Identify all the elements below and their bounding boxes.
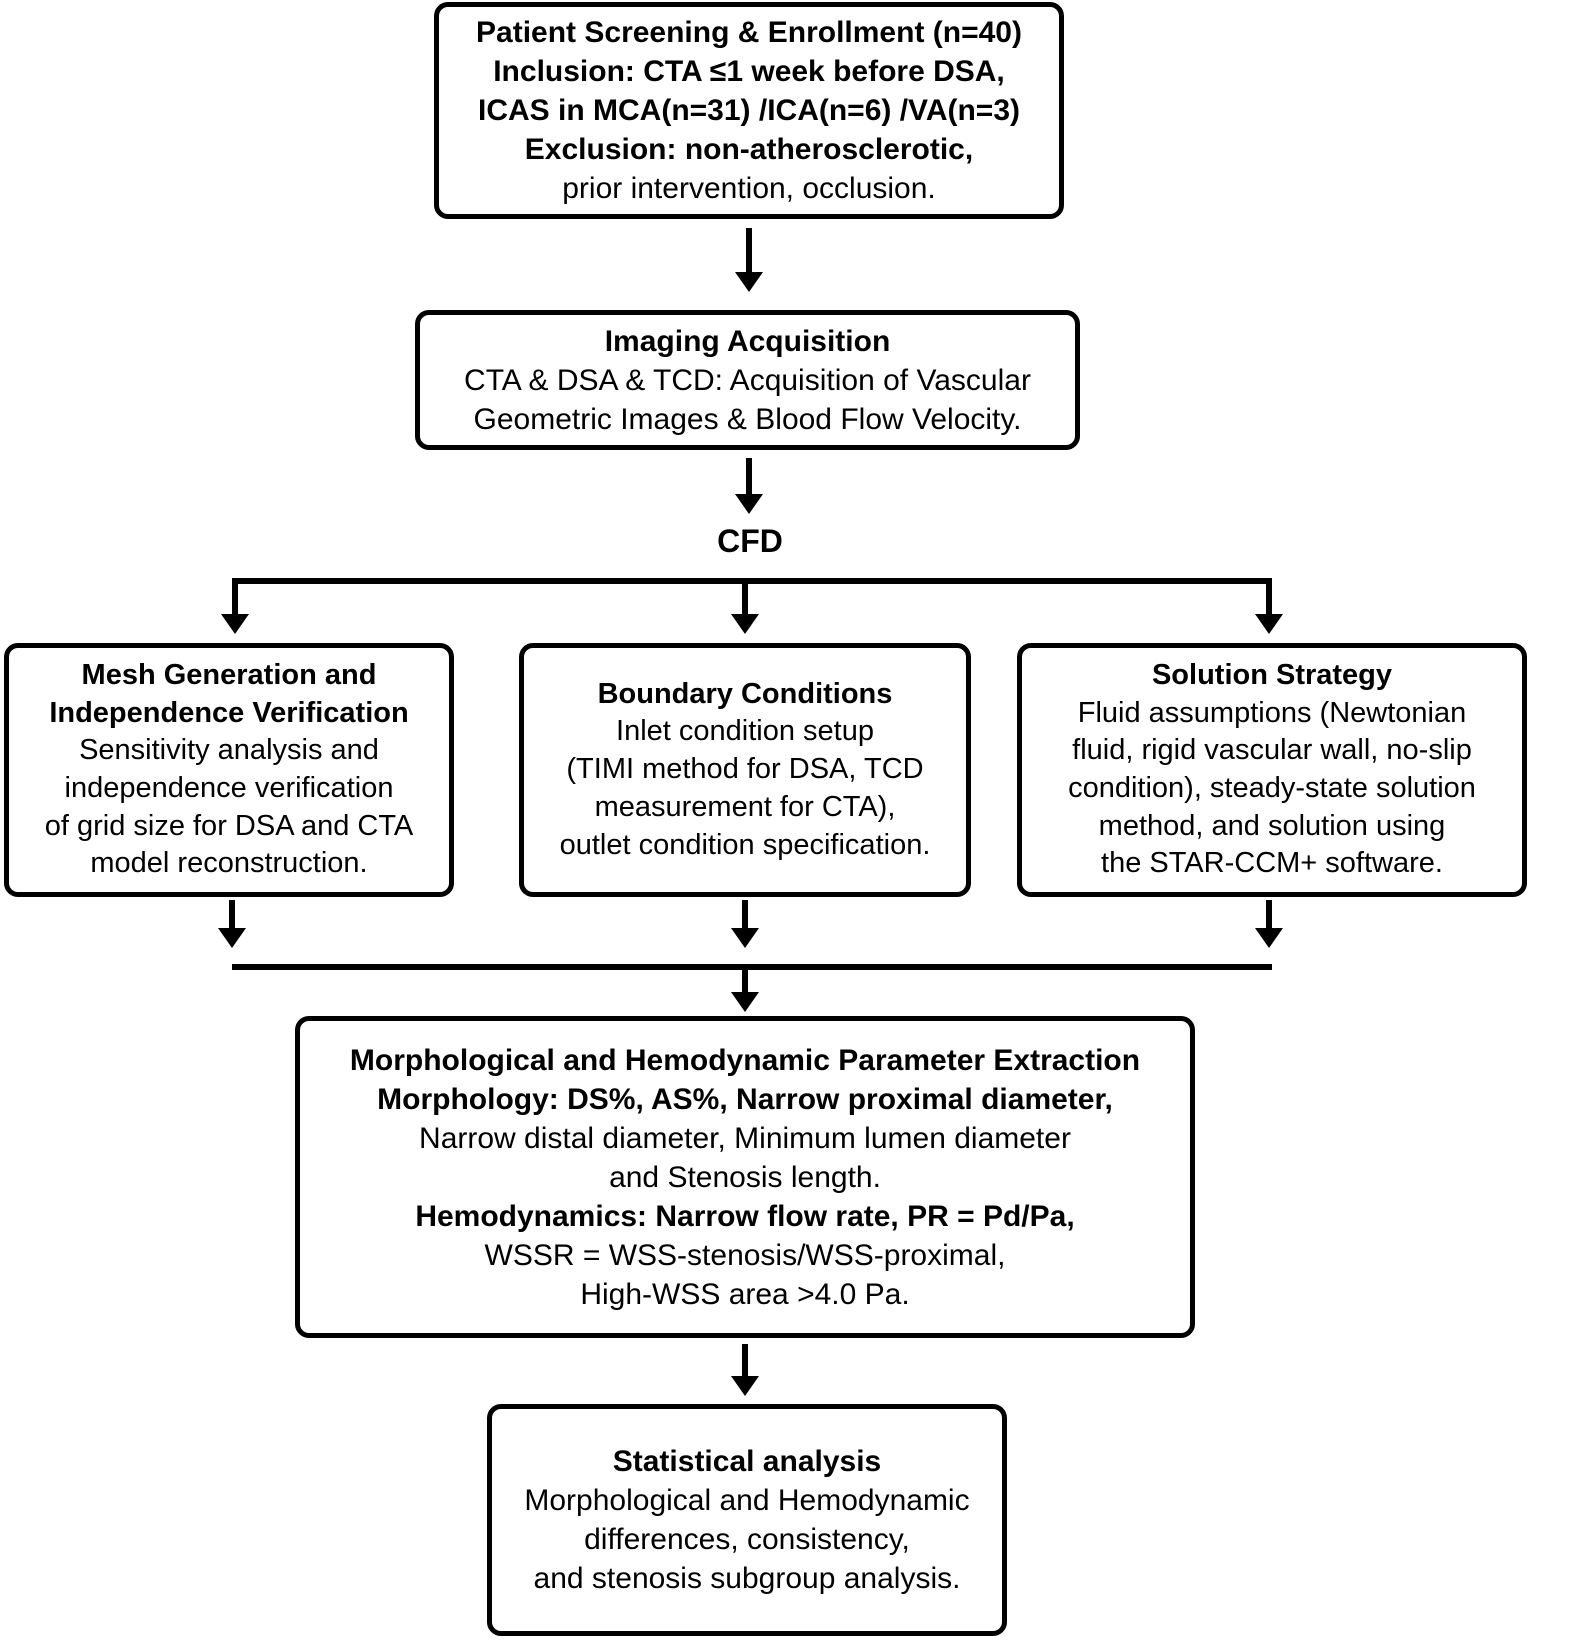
connector-merge-bus <box>232 964 1272 970</box>
node-patient-screening-line-2: Inclusion: CTA ≤1 week before DSA, <box>493 55 1005 88</box>
node-patient-screening-line-3: ICAS in MCA(n=31) /ICA(n=6) /VA(n=3) <box>478 94 1020 127</box>
arrowhead-boundary-merge <box>731 928 759 948</box>
arrowhead-extraction-stats <box>731 1376 759 1396</box>
node-patient-screening <box>434 2 1064 219</box>
arrowhead-mesh-merge <box>218 928 246 948</box>
connector-cfd-branch-right <box>1266 578 1272 618</box>
node-patient-screening-line-5: prior intervention, occlusion. <box>562 172 936 205</box>
arrowhead-cfd-solution <box>1255 614 1283 634</box>
node-parameter-extraction-line-4: and Stenosis length. <box>609 1160 881 1194</box>
connector-cfd-branch-mid <box>742 578 748 618</box>
node-mesh-generation-line-6: model reconstruction. <box>90 847 368 880</box>
node-statistical-analysis-line-3: differences, consistency, <box>584 1523 910 1556</box>
label-cfd: CFD <box>717 523 783 559</box>
node-solution-strategy-line-3: fluid, rigid vascular wall, no-slip <box>1072 734 1472 767</box>
node-solution-strategy <box>1017 643 1527 897</box>
node-boundary-conditions <box>519 643 971 897</box>
node-parameter-extraction-line-5: Hemodynamics: Narrow flow rate, PR = Pd/Pa, <box>415 1199 1075 1233</box>
node-mesh-generation-line-4: independence verification <box>64 772 394 804</box>
node-boundary-conditions-line-3: (TIMI method for DSA, TCD <box>566 753 924 786</box>
node-parameter-extraction-line-6: WSSR = WSS-stenosis/WSS-proximal, <box>484 1238 1006 1272</box>
node-mesh-generation-title-line-1: Mesh Generation and <box>81 658 377 691</box>
node-solution-strategy-title: Solution Strategy <box>1151 658 1393 691</box>
node-statistical-analysis <box>487 1404 1007 1636</box>
arrowhead-imaging-cfd <box>735 494 763 514</box>
node-statistical-analysis-line-4: and stenosis subgroup analysis. <box>533 1562 961 1595</box>
connector-cfd-bus <box>232 578 1272 584</box>
node-parameter-extraction-title: Morphological and Hemodynamic Parameter Extraction <box>349 1043 1141 1077</box>
node-parameter-extraction <box>295 1016 1195 1338</box>
node-boundary-conditions-line-4: measurement for CTA), <box>594 790 896 823</box>
node-parameter-extraction-line-2: Morphology: DS%, AS%, Narrow proximal diameter, <box>377 1082 1113 1116</box>
connector-cfd-branch-left <box>232 578 238 618</box>
node-patient-screening-title: Patient Screening & Enrollment (n=40) <box>476 16 1022 49</box>
connector-screening-imaging <box>746 228 752 276</box>
node-solution-strategy-line-2: Fluid assumptions (Newtonian <box>1077 696 1467 729</box>
node-imaging-acquisition-line-2: CTA & DSA & TCD: Acquisition of Vascular <box>464 363 1031 397</box>
connector-imaging-cfd <box>746 458 752 498</box>
node-imaging-acquisition <box>415 310 1080 450</box>
node-imaging-acquisition-title: Imaging Acquisition <box>604 324 891 358</box>
node-solution-strategy-line-5: method, and solution using <box>1098 809 1446 842</box>
node-mesh-generation-title-line-2: Independence Verification <box>49 696 409 729</box>
node-boundary-conditions-line-2: Inlet condition setup <box>616 715 874 748</box>
arrowhead-screening-imaging <box>735 272 763 292</box>
node-boundary-conditions-title: Boundary Conditions <box>597 677 893 710</box>
node-statistical-analysis-title: Statistical analysis <box>612 1445 882 1478</box>
node-mesh-generation <box>4 643 454 897</box>
node-mesh-generation-line-5: of grid size for DSA and CTA <box>44 809 414 842</box>
connector-extraction-stats <box>742 1344 748 1380</box>
arrowhead-cfd-boundary <box>731 614 759 634</box>
arrowhead-cfd-mesh <box>221 614 249 634</box>
node-parameter-extraction-line-7: High-WSS area >4.0 Pa. <box>580 1277 910 1311</box>
node-boundary-conditions-line-5: outlet condition specification. <box>559 828 931 861</box>
node-solution-strategy-line-6: the STAR-CCM+ software. <box>1101 847 1443 880</box>
node-solution-strategy-line-4: condition), steady-state solution <box>1068 772 1476 804</box>
node-mesh-generation-line-3: Sensitivity analysis and <box>79 734 379 767</box>
arrowhead-merge-extraction <box>731 992 759 1012</box>
arrowhead-solution-merge <box>1255 928 1283 948</box>
node-patient-screening-line-4: Exclusion: non-atherosclerotic, <box>524 133 974 166</box>
node-imaging-acquisition-line-3: Geometric Images & Blood Flow Velocity. <box>473 402 1022 436</box>
node-statistical-analysis-line-2: Morphological and Hemodynamic <box>524 1484 970 1517</box>
node-parameter-extraction-line-3: Narrow distal diameter, Minimum lumen diameter <box>419 1121 1071 1155</box>
